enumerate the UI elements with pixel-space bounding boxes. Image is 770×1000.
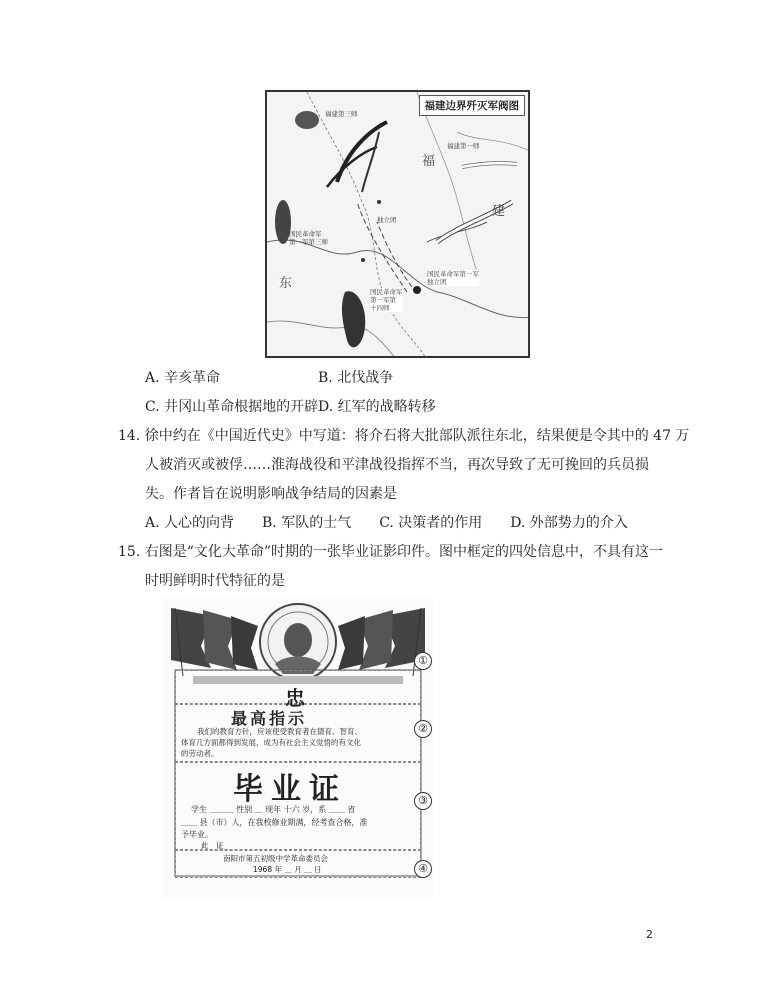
- directive-text-line1: 我们的教育方针，应该使受教育者在德育、智育、: [197, 727, 362, 736]
- marker-1: ①: [414, 652, 432, 670]
- map-unit-label: 福建第三师: [325, 110, 358, 118]
- student-line1: 学生 ＿＿＿ 性别 ＿ 现年 十六 岁，系 ＿＿ 省: [191, 805, 356, 814]
- date-line: 1968 年 ＿ 月 ＿ 日: [253, 865, 322, 874]
- student-line2: ＿＿ 县（市）人，在我校修业期满，经考查合格，准: [181, 818, 368, 827]
- map-unit-label: 国民革命军 第一军第三师: [289, 230, 328, 246]
- map-title: 福建边界歼灭军阀图: [419, 95, 526, 116]
- q13-option-d: D. 红军的战略转移: [318, 399, 436, 415]
- map-region-label: 东: [279, 276, 293, 291]
- certificate-title: 毕业证: [233, 772, 347, 807]
- map-unit-label: 福建第一师: [447, 142, 480, 150]
- student-line4: 此 证: [201, 841, 224, 850]
- q14-stem-line1: 14. 徐中约在《中国近代史》中写道：将介石将大批部队派往东北，结果便是令其中的 47 万: [118, 428, 690, 444]
- map-unit-label: 国民革命军 第一军第 十四师: [370, 288, 403, 312]
- marker-4: ④: [414, 860, 432, 878]
- map-figure: [265, 90, 530, 358]
- directive-text-line3: 的劳动者。: [181, 749, 219, 758]
- directive-title: 最高指示: [231, 709, 308, 728]
- map-region-label: 建: [492, 204, 506, 219]
- q14-options: A. 人心的向背 B. 军队的士气 C. 决策者的作用 D. 外部势力的介入: [145, 515, 628, 531]
- map-region-label: 福: [422, 154, 436, 169]
- q14-stem-line3: 失。作者旨在说明影响战争结局的因素是: [145, 486, 397, 502]
- map-unit-label: 国民革命军第一军 独立团: [427, 270, 479, 286]
- student-line3: 予毕业。: [181, 830, 213, 839]
- map-unit-label: 独立团: [377, 216, 397, 224]
- q13-option-b: B. 北伐战争: [318, 370, 394, 386]
- loyalty-character: 忠: [285, 686, 305, 710]
- certificate-figure: [163, 598, 433, 898]
- q13-option-c: C. 井冈山革命根据地的开辟: [145, 399, 319, 415]
- q15-stem-line2: 时明鲜明时代特征的是: [145, 573, 285, 589]
- q15-stem-line1: 15. 右图是“文化大革命”时期的一张毕业证影印件。图中框定的四处信息中，不具有这一: [118, 544, 664, 560]
- page-number: 2: [646, 928, 653, 941]
- marker-3: ③: [414, 792, 432, 810]
- q13-option-a: A. 辛亥革命: [145, 370, 221, 386]
- directive-text-line2: 体育几方面都得到发展，成为有社会主义觉悟的有文化: [181, 738, 361, 747]
- marker-2: ②: [414, 720, 432, 738]
- map-drawing: [267, 92, 530, 358]
- issuer-line: 南阳市第五初级中学革命委员会: [223, 854, 328, 863]
- q14-stem-line2: 人被消灭或被俘……淮海战役和平津战役指挥不当，再次导致了无可挽回的兵员损: [145, 457, 649, 473]
